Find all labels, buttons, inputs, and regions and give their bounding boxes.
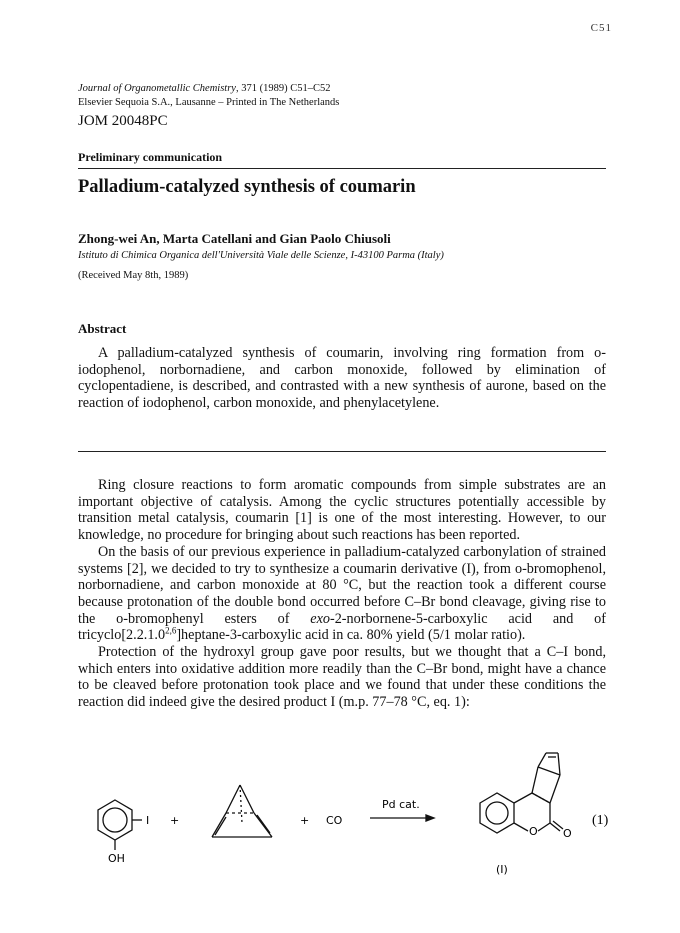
journal-name: Journal of Organometallic Chemistry	[78, 83, 236, 94]
p2-text-b: -2-norbornene-5-carboxylic acid and of tricyclo[2.2.1.0	[78, 610, 606, 644]
plus-sign-1: +	[170, 814, 180, 827]
abstract-rule	[78, 451, 606, 452]
abstract-heading: Abstract	[78, 321, 127, 336]
reaction-scheme-svg	[60, 745, 640, 895]
section-label: Preliminary communication	[78, 150, 223, 164]
p2-text-c: ]heptane-3-carboxylic acid in ca. 80% yield (5/1 molar ratio).	[176, 627, 526, 644]
iodo-label: I	[146, 814, 150, 827]
ring-oxygen-label: O	[529, 825, 538, 838]
carbon-monoxide-label: CO	[326, 814, 343, 827]
norbornadiene-structure	[212, 785, 272, 837]
p2-text-a: On the basis of our previous experience in palladium-catalyzed carbonylation of strained systems [2], we decided to try to synthesize a coumarin derivative (I), from o-bromophenol, norbornadiene, and carbon monoxide at 80 °C, but the reaction took a different course because protonation of the double bond occurred before C–Br bond cleavage, giving rise to the o-bromophenyl esters of	[78, 543, 606, 627]
authors: Zhong-wei An, Marta Catellani and Gian Paolo Chiusoli	[78, 231, 391, 246]
paragraph-1: Ring closure reactions to form aromatic compounds from simple substrates are an important objective of catalysis. Among the cyclic structures potentially accessible by transition metal catalysis, coumarin [1] is one of the most interesting. However, to our knowledge, no procedure for bringing about such reactions has been reported.	[78, 477, 606, 544]
equation-number: (1)	[592, 813, 609, 828]
jom-code: JOM 20048PC	[78, 113, 168, 129]
header-rule	[78, 168, 606, 169]
paper-title: Palladium-catalyzed synthesis of coumarin	[78, 177, 416, 197]
journal-volume: , 371 (1989) C51–C52	[235, 83, 331, 94]
iodophenol-ring	[98, 800, 142, 850]
product-label: (I)	[496, 863, 508, 876]
paragraph-2	[78, 544, 606, 644]
reaction-arrow	[370, 815, 434, 821]
coumarin-product-structure	[480, 753, 563, 833]
hydroxy-label: OH	[108, 852, 125, 865]
publisher-line: Elsevier Sequoia S.A., Lausanne – Printed in The Netherlands	[78, 97, 340, 108]
abstract-text: A palladium-catalyzed synthesis of coumarin, involving ring formation from o-iodophenol, norbornadiene, and carbon monoxide, followed by elimination of cyclopentadiene, is described, and contrasted with a new synthesis of aurone, based on the reaction of iodophenol, carbon monoxide, and phenylacetylene.	[78, 345, 606, 412]
paragraph-3: Protection of the hydroxyl group gave poor results, but we thought that a C–I bond, which enters into oxidative addition more readily than the C–Br bond, might have a chance to be cleaved before protonation took place and we found that under these conditions the reaction did indeed give the desired product I (m.p. 77–78 °C, eq. 1):	[78, 644, 606, 711]
body-text	[78, 477, 606, 711]
plus-sign-2: +	[300, 814, 310, 827]
reaction-equation	[60, 745, 640, 895]
journal-reference	[78, 82, 330, 95]
p2-exo: exo	[310, 610, 330, 627]
carbonyl-oxygen-label: O	[563, 827, 572, 840]
catalyst-label: Pd cat.	[382, 798, 420, 811]
page-number: C51	[590, 22, 612, 34]
received-date: (Received May 8th, 1989)	[78, 270, 189, 281]
affiliation: Istituto di Chimica Organica dell'Università Viale delle Scienze, I-43100 Parma (Italy)	[78, 250, 444, 261]
p2-superscript: 2,6	[165, 625, 177, 636]
